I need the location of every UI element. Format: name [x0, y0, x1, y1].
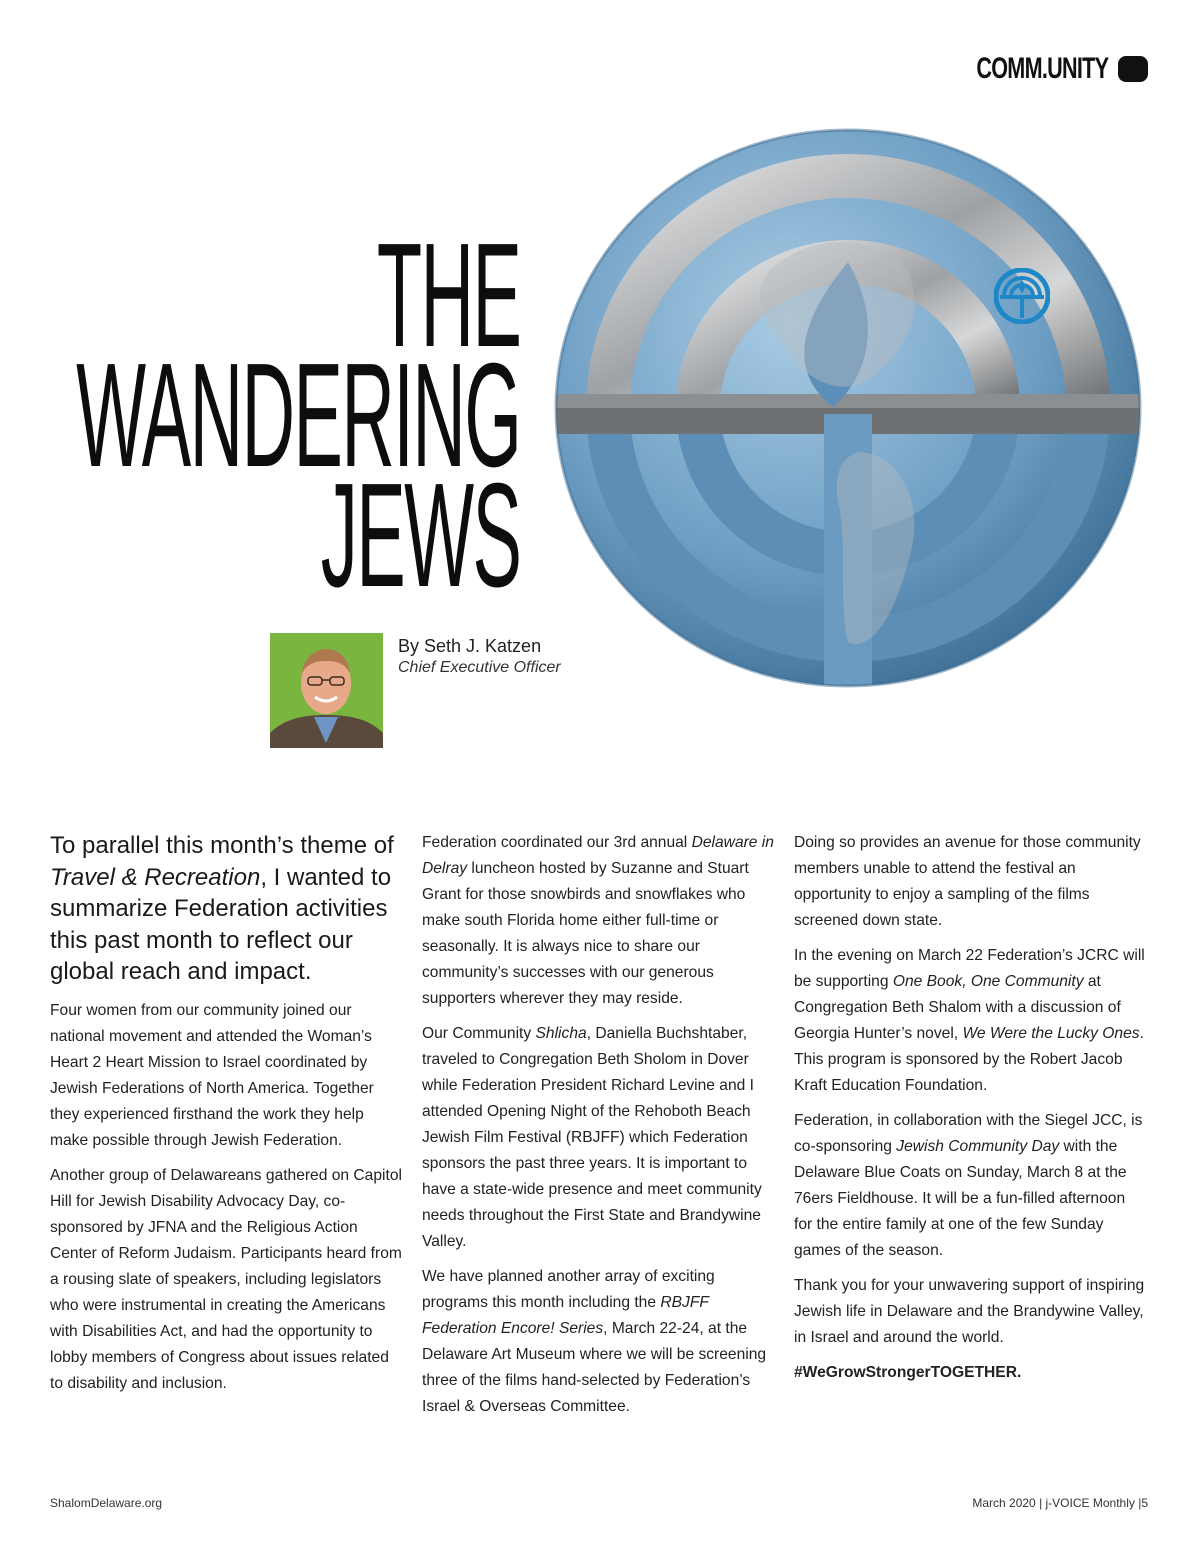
paragraph-text: at Congregation Beth Shalom with a discussion of Georgia Hunter’s novel,: [794, 973, 1121, 1042]
lead-text-2: , I wanted to summarize Federation activities this past month to reflect our global reach and impact.: [50, 863, 392, 985]
paragraph-text: Our Community: [422, 1025, 536, 1042]
title-line-2: WANDERING: [75, 333, 520, 498]
article-column-2: [422, 830, 774, 1429]
footer-issue: March 2020 | j-VOICE Monthly |5: [972, 1496, 1148, 1510]
paragraph-text: luncheon hosted by Suzanne and Stuart Grant for those snowbirds and snowflakes who make south Florida home either full-time or seasonally. It is always nice to share our community’s successes with our generous supporters wherever they may reside.: [422, 860, 749, 1007]
paragraph-emphasis: Delaware in Delray: [422, 834, 774, 877]
author-role: Chief Executive Officer: [398, 659, 561, 676]
paragraph-emphasis: Shlicha: [535, 1025, 587, 1042]
author-name: By Seth J. Katzen: [398, 636, 542, 656]
paragraph: [794, 943, 1146, 1099]
paragraph-text: In the evening on March 22 Federation’s JCRC will be supporting: [794, 947, 1145, 990]
paragraph: [422, 1021, 774, 1255]
section-pill-icon: [1118, 56, 1148, 82]
author-headshot: [270, 633, 383, 748]
paragraph: [422, 830, 774, 1012]
paragraph-emphasis: Jewish Community Day: [896, 1138, 1060, 1155]
paragraph-text: We have planned another array of exciting programs this month including the: [422, 1268, 715, 1311]
byline: [398, 636, 561, 677]
title-line-3: JEWS: [320, 453, 520, 618]
paragraph-text: , March 22-24, at the Delaware Art Museum where we will be screening three of the films hand-selected by Federation’s Israel & Overseas Committee.: [422, 1320, 767, 1415]
paragraph: Four women from our community joined our national movement and attended the Woman’s Heart 2 Heart Mission to Israel coordinated by Jewish Federations of North America. Together they experienced firsthand the work they help make possible through Jewish Federation.: [50, 1001, 374, 1149]
section-tag: [925, 52, 1148, 86]
lead-text-1: To parallel this month’s theme of: [50, 832, 394, 859]
paragraph: Thank you for your unwavering support of inspiring Jewish life in Delaware and the Brandywine Valley, in Israel and around the world.: [794, 1277, 1145, 1346]
title-line-1: THE: [376, 213, 520, 378]
article-column-1: [50, 830, 402, 1406]
article-title: [0, 213, 520, 618]
paragraph-text: Federation, in collaboration with the Siegel JCC, is co-sponsoring: [794, 1112, 1143, 1155]
paragraph: [422, 1264, 774, 1420]
paragraph-text: , Daniella Buchshtaber, traveled to Congregation Beth Sholom in Dover while Federation President Richard Levine and I attended Opening Night of the Rehoboth Beach Jewish Film Festival (RBJFF) which Federation sponsors the past three years. It is important to have a state-wide presence and meet community needs throughout the First State and Brandywine Valley.: [422, 1025, 762, 1250]
lead-paragraph: [50, 830, 402, 988]
paragraph-text: Federation coordinated our 3rd annual: [422, 834, 692, 851]
paragraph-emphasis: One Book, One Community: [892, 973, 1084, 990]
paragraph-text: with the Delaware Blue Coats on Sunday, March 8 at the 76ers Fieldhouse. It will be a fun-filled afternoon for the entire family at one of the few Sunday games of the season.: [794, 1138, 1127, 1259]
paragraph: Doing so provides an avenue for those community members unable to attend the festival an opportunity to enjoy a sampling of the films screened down state.: [794, 834, 1141, 929]
section-label: COMM.UNITY: [976, 52, 1108, 85]
hashtag: #WeGrowStrongerTOGETHER.: [794, 1364, 1022, 1381]
paragraph: [794, 1108, 1146, 1264]
paragraph-emphasis: We Were the Lucky Ones: [962, 1025, 1140, 1042]
article-column-3: [794, 830, 1146, 1395]
menorah-logo-icon: [994, 268, 1050, 324]
lead-emphasis: Travel & Recreation: [50, 863, 261, 891]
paragraph: Another group of Delawareans gathered on Capitol Hill for Jewish Disability Advocacy Day, co-sponsored by JFNA and the Religious Action Center of Reform Judaism. Participants heard from a rousing slate of speakers, including legislators who were instrumental in creating the Americans with Disabilities Act, and had the opportunity to lobby members of Congress about issues related to disability and inclusion.: [50, 1166, 402, 1392]
footer-site: ShalomDelaware.org: [50, 1496, 163, 1510]
paragraph-text: . This program is sponsored by the Robert Jacob Kraft Education Foundation.: [794, 1025, 1144, 1094]
paragraph-emphasis: RBJFF Federation Encore! Series: [422, 1294, 709, 1337]
menorah-globe-illustration: [548, 122, 1148, 694]
